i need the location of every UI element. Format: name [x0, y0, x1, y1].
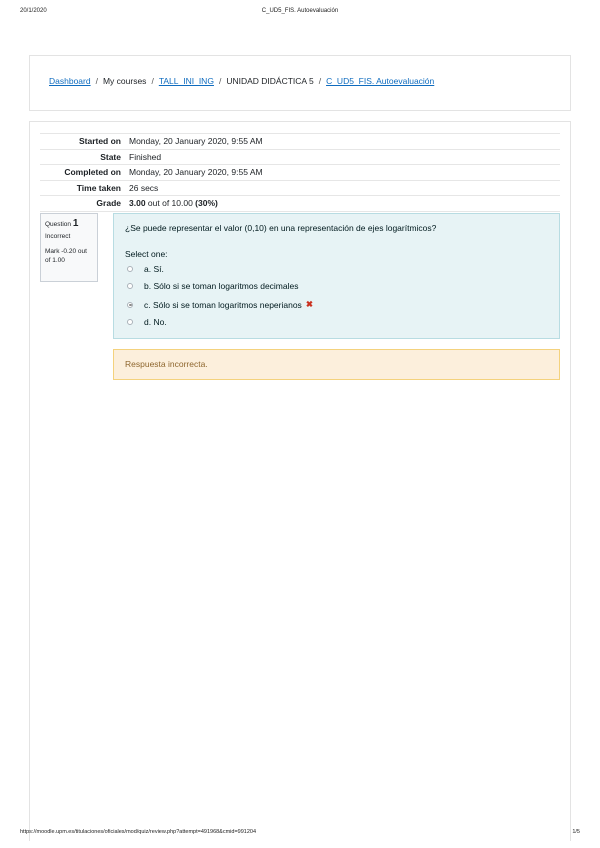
grade-out-of: out of 10.00 — [145, 198, 196, 209]
summary-row-state — [40, 149, 560, 165]
radio-button-selected[interactable] — [127, 302, 133, 308]
summary-row-grade — [40, 195, 560, 212]
question-mark: Mark -0.20 out of 1.00 — [45, 248, 87, 264]
summary-label: Completed on — [64, 167, 121, 178]
summary-value: 26 secs — [129, 182, 159, 193]
radio-button[interactable] — [127, 266, 133, 272]
radio-button[interactable] — [127, 319, 133, 325]
question-state: Incorrect — [45, 233, 71, 240]
summary-value — [129, 198, 218, 208]
breadcrumb-separator: / — [95, 76, 98, 86]
question-info-box — [40, 213, 98, 282]
breadcrumb-separator: / — [151, 76, 154, 86]
summary-label: Started on — [78, 136, 121, 147]
grade-score: 3.00 — [129, 198, 146, 209]
answer-label: b. Sólo si se toman logaritmos decimales — [144, 281, 299, 291]
summary-label: Grade — [96, 198, 121, 209]
answer-option-c[interactable] — [127, 299, 313, 310]
summary-label: State — [100, 151, 121, 162]
breadcrumb-section: UNIDAD DIDÁCTICA 5 — [226, 76, 314, 86]
answer-label: c. Sólo si se toman logaritmos neperianos — [144, 299, 302, 310]
answer-option-a[interactable] — [127, 264, 164, 274]
summary-label: Time taken — [76, 182, 121, 193]
question-number-value: 1 — [72, 218, 79, 229]
feedback-box — [113, 349, 560, 380]
summary-value: Monday, 20 January 2020, 9:55 AM — [129, 136, 263, 147]
breadcrumb-container — [29, 55, 571, 111]
answer-option-b[interactable] — [127, 281, 299, 291]
question-content — [113, 213, 560, 339]
feedback-text: Respuesta incorrecta. — [125, 359, 208, 369]
print-date: 20/1/2020 — [20, 8, 47, 14]
answer-option-d[interactable] — [127, 317, 167, 327]
summary-row-started — [40, 133, 560, 149]
question-label: Question — [45, 221, 72, 228]
select-one-prompt: Select one: — [125, 249, 168, 259]
grade-percent: (30%) — [195, 198, 218, 209]
breadcrumb-dashboard-link[interactable]: Dashboard — [49, 76, 91, 86]
breadcrumb-my-courses: My courses — [102, 76, 147, 86]
answer-label: a. Sí. — [144, 264, 164, 274]
answer-label: d. No. — [144, 317, 167, 327]
question-text: ¿Se puede representar el valor (0,10) en una representación de ejes logarítmicos? — [125, 223, 437, 233]
summary-row-time — [40, 180, 560, 196]
summary-value: Monday, 20 January 2020, 9:55 AM — [129, 167, 263, 178]
question-number — [45, 218, 93, 229]
attempt-summary-table — [40, 133, 560, 212]
print-title: C_UD5_FIS. Autoevaluación — [261, 8, 339, 14]
incorrect-icon: ✖ — [305, 299, 313, 309]
breadcrumb-separator: / — [218, 76, 222, 86]
breadcrumb — [49, 76, 434, 86]
breadcrumb-course-link[interactable]: TALL_INI_ING — [158, 76, 214, 86]
summary-row-completed — [40, 164, 560, 180]
breadcrumb-quiz-link[interactable]: C_UD5_FIS. Autoevaluación — [326, 76, 435, 86]
summary-value: Finished — [129, 151, 162, 162]
print-url: https://moodle.upm.es/titulaciones/oficiales/mod/quiz/review.php?attempt=491968&cmid=991204 — [20, 829, 257, 835]
print-page-number: 1/5 — [572, 829, 580, 835]
radio-button[interactable] — [127, 283, 133, 289]
breadcrumb-separator: / — [318, 76, 322, 86]
